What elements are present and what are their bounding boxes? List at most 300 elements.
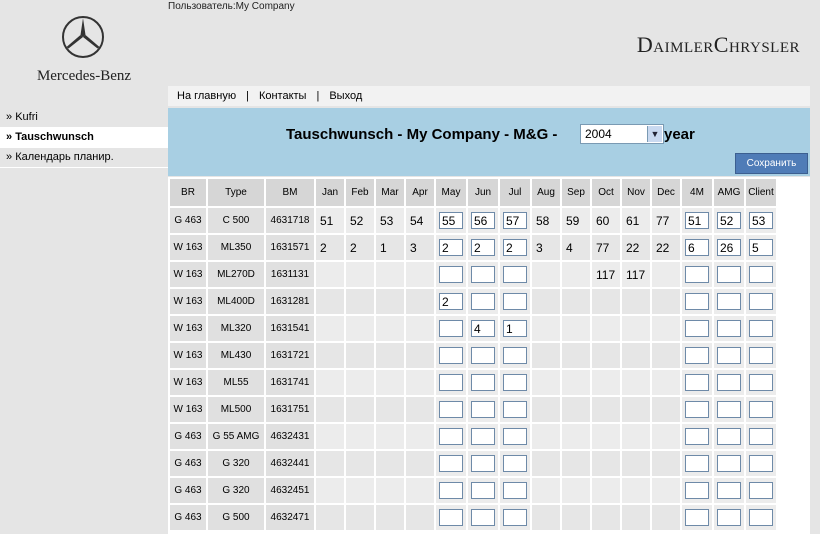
column-header: Jan: [316, 179, 344, 206]
quantity-input[interactable]: [717, 320, 741, 337]
month-value-cell: [562, 397, 590, 422]
month-input-cell: [468, 289, 498, 314]
br-cell: W 163: [170, 289, 206, 314]
month-value-cell: 58: [532, 208, 560, 233]
month-value-cell: [622, 424, 650, 449]
month-value-cell: [316, 316, 344, 341]
month-input-cell: [714, 424, 744, 449]
quantity-input[interactable]: [471, 374, 495, 391]
column-header: 4M: [682, 179, 712, 206]
quantity-input[interactable]: [717, 347, 741, 364]
month-input-cell: [746, 208, 776, 233]
nav-separator: |: [246, 90, 249, 102]
br-cell: G 463: [170, 424, 206, 449]
bm-cell: 1631741: [266, 370, 314, 395]
month-value-cell: [316, 478, 344, 503]
quantity-input[interactable]: [717, 266, 741, 283]
month-input-cell: [714, 316, 744, 341]
month-input-cell: [468, 478, 498, 503]
month-input-cell: [436, 343, 466, 368]
sidebar-item-label: Календарь планир.: [15, 151, 114, 163]
bm-cell: 4632451: [266, 478, 314, 503]
month-input-cell: [746, 262, 776, 287]
month-value-cell: 2: [346, 235, 374, 260]
month-value-cell: 77: [592, 235, 620, 260]
column-header: BR: [170, 179, 206, 206]
bm-cell: 4632471: [266, 505, 314, 530]
month-input-cell: [500, 424, 530, 449]
month-value-cell: [316, 424, 344, 449]
bm-cell: 1631281: [266, 289, 314, 314]
month-value-cell: [346, 289, 374, 314]
sidebar-item-label: Kufri: [15, 111, 38, 123]
month-value-cell: [316, 262, 344, 287]
column-header: Jul: [500, 179, 530, 206]
month-input-cell: [436, 505, 466, 530]
quantity-input[interactable]: [749, 320, 773, 337]
month-value-cell: [406, 370, 434, 395]
type-cell: ML430: [208, 343, 264, 368]
quantity-input[interactable]: [439, 509, 463, 526]
top-nav: [168, 86, 810, 106]
quantity-input[interactable]: [717, 428, 741, 445]
month-value-cell: [376, 397, 404, 422]
month-input-cell: [436, 316, 466, 341]
month-input-cell: [436, 370, 466, 395]
order-grid: [168, 177, 810, 534]
year-select[interactable]: [580, 124, 664, 144]
month-value-cell: [592, 343, 620, 368]
month-value-cell: [532, 343, 560, 368]
month-input-cell: [500, 505, 530, 530]
month-value-cell: [652, 289, 680, 314]
quantity-input[interactable]: [685, 401, 709, 418]
month-input-cell: [682, 262, 712, 287]
quantity-input[interactable]: [749, 293, 773, 310]
month-value-cell: [562, 370, 590, 395]
quantity-input[interactable]: [717, 401, 741, 418]
month-input-cell: [682, 478, 712, 503]
month-value-cell: [316, 289, 344, 314]
month-value-cell: [532, 316, 560, 341]
bm-cell: 1631721: [266, 343, 314, 368]
quantity-input[interactable]: [439, 320, 463, 337]
month-value-cell: [532, 451, 560, 476]
table-row: [170, 505, 776, 530]
month-input-cell: [682, 397, 712, 422]
month-value-cell: [592, 370, 620, 395]
column-header: AMG: [714, 179, 744, 206]
quantity-input[interactable]: [471, 401, 495, 418]
bm-cell: 1631541: [266, 316, 314, 341]
month-value-cell: [406, 397, 434, 422]
month-value-cell: 77: [652, 208, 680, 233]
type-cell: C 500: [208, 208, 264, 233]
month-value-cell: [376, 370, 404, 395]
month-value-cell: [622, 289, 650, 314]
month-input-cell: [500, 262, 530, 287]
month-input-cell: [746, 478, 776, 503]
column-header: Jun: [468, 179, 498, 206]
month-value-cell: 59: [562, 208, 590, 233]
month-value-cell: [592, 505, 620, 530]
quantity-input[interactable]: [717, 374, 741, 391]
month-input-cell: [436, 289, 466, 314]
quantity-input[interactable]: [685, 428, 709, 445]
month-value-cell: 4: [562, 235, 590, 260]
month-input-cell: [682, 289, 712, 314]
quantity-input[interactable]: [503, 266, 527, 283]
month-value-cell: [406, 505, 434, 530]
month-value-cell: [406, 343, 434, 368]
month-value-cell: [406, 424, 434, 449]
bm-cell: 1631131: [266, 262, 314, 287]
month-input-cell: [682, 208, 712, 233]
quantity-input[interactable]: 2: [439, 239, 463, 256]
table-row: [170, 289, 776, 314]
month-value-cell: 22: [622, 235, 650, 260]
month-value-cell: [406, 262, 434, 287]
quantity-input[interactable]: [503, 293, 527, 310]
month-input-cell: [714, 262, 744, 287]
quantity-input[interactable]: [503, 347, 527, 364]
month-value-cell: [346, 451, 374, 476]
type-cell: ML55: [208, 370, 264, 395]
table-row: [170, 370, 776, 395]
quantity-input[interactable]: [471, 266, 495, 283]
quantity-input[interactable]: 5: [749, 239, 773, 256]
month-value-cell: [652, 370, 680, 395]
quantity-input[interactable]: [439, 266, 463, 283]
month-value-cell: [406, 478, 434, 503]
quantity-input[interactable]: [717, 455, 741, 472]
month-value-cell: [346, 478, 374, 503]
nav-home-link[interactable]: На главную: [177, 90, 237, 102]
mercedes-star-icon: [61, 15, 105, 59]
month-input-cell: [746, 316, 776, 341]
sidebar-item-calendar[interactable]: » Календарь планир.: [0, 148, 168, 168]
month-value-cell: [376, 424, 404, 449]
quantity-input[interactable]: 57: [503, 212, 527, 229]
br-cell: G 463: [170, 451, 206, 476]
column-header: Apr: [406, 179, 434, 206]
month-value-cell: [532, 397, 560, 422]
month-value-cell: [316, 397, 344, 422]
quantity-input[interactable]: [685, 455, 709, 472]
quantity-input[interactable]: [439, 347, 463, 364]
user-label: Пользователь:My Company: [168, 1, 295, 12]
quantity-input[interactable]: [503, 428, 527, 445]
month-value-cell: [316, 370, 344, 395]
mercedes-logo[interactable]: [0, 0, 168, 108]
month-value-cell: 61: [622, 208, 650, 233]
quantity-input[interactable]: [685, 320, 709, 337]
quantity-input[interactable]: [503, 482, 527, 499]
month-input-cell: [436, 451, 466, 476]
column-header: Feb: [346, 179, 374, 206]
month-input-cell: [746, 397, 776, 422]
month-value-cell: [622, 343, 650, 368]
month-value-cell: [376, 262, 404, 287]
month-input-cell: [468, 235, 498, 260]
quantity-input[interactable]: [749, 401, 773, 418]
month-value-cell: [622, 478, 650, 503]
br-cell: W 163: [170, 397, 206, 422]
quantity-input[interactable]: [749, 374, 773, 391]
column-header: Type: [208, 179, 264, 206]
quantity-input[interactable]: [749, 455, 773, 472]
quantity-input[interactable]: [685, 509, 709, 526]
column-header: Dec: [652, 179, 680, 206]
month-value-cell: 52: [346, 208, 374, 233]
quantity-input[interactable]: [717, 509, 741, 526]
month-value-cell: [652, 316, 680, 341]
quantity-input[interactable]: 1: [503, 320, 527, 337]
month-value-cell: 22: [652, 235, 680, 260]
nav-separator: |: [316, 90, 320, 102]
quantity-input[interactable]: [717, 482, 741, 499]
quantity-input[interactable]: [471, 482, 495, 499]
quantity-input[interactable]: 52: [717, 212, 741, 229]
header-panel: [168, 108, 810, 176]
month-value-cell: [346, 370, 374, 395]
month-value-cell: [622, 397, 650, 422]
month-value-cell: [346, 505, 374, 530]
month-input-cell: [714, 370, 744, 395]
month-value-cell: 54: [406, 208, 434, 233]
month-input-cell: [436, 208, 466, 233]
sidebar-item-label: Tauschwunsch: [15, 131, 94, 143]
month-value-cell: [652, 451, 680, 476]
type-cell: ML500: [208, 397, 264, 422]
quantity-input[interactable]: [471, 293, 495, 310]
mercedes-brand-text: Mercedes-Benz: [36, 68, 132, 84]
month-value-cell: 117: [622, 262, 650, 287]
month-value-cell: [532, 505, 560, 530]
month-value-cell: [346, 424, 374, 449]
month-value-cell: [346, 316, 374, 341]
month-input-cell: [714, 397, 744, 422]
month-input-cell: [682, 370, 712, 395]
month-input-cell: [714, 343, 744, 368]
month-value-cell: [406, 316, 434, 341]
month-input-cell: [500, 343, 530, 368]
month-input-cell: [682, 343, 712, 368]
sidebar-item-tauschwunsch[interactable]: » Tauschwunsch: [0, 128, 168, 148]
month-value-cell: [316, 343, 344, 368]
quantity-input[interactable]: [471, 347, 495, 364]
month-input-cell: [436, 397, 466, 422]
quantity-input[interactable]: [503, 509, 527, 526]
bm-cell: 1631751: [266, 397, 314, 422]
table-row: [170, 262, 776, 287]
month-input-cell: [468, 397, 498, 422]
column-header: Oct: [592, 179, 620, 206]
month-input-cell: [746, 289, 776, 314]
type-cell: G 320: [208, 451, 264, 476]
month-value-cell: [652, 478, 680, 503]
bm-cell: 1631571: [266, 235, 314, 260]
sidebar: [0, 108, 168, 168]
save-button[interactable]: Сохранить: [735, 153, 808, 174]
month-input-cell: [436, 424, 466, 449]
month-value-cell: [592, 397, 620, 422]
month-value-cell: [562, 343, 590, 368]
quantity-input[interactable]: [685, 347, 709, 364]
quantity-input[interactable]: [471, 509, 495, 526]
month-value-cell: [652, 262, 680, 287]
month-value-cell: [376, 478, 404, 503]
column-header: Client: [746, 179, 776, 206]
month-input-cell: [468, 343, 498, 368]
month-value-cell: [652, 343, 680, 368]
month-input-cell: [746, 451, 776, 476]
nav-logout-link[interactable]: Выход: [329, 90, 363, 102]
quantity-input[interactable]: [685, 374, 709, 391]
month-input-cell: [714, 451, 744, 476]
month-value-cell: [622, 505, 650, 530]
month-input-cell: [500, 208, 530, 233]
year-select-value: 2004: [585, 127, 612, 141]
quantity-input[interactable]: [685, 266, 709, 283]
quantity-input[interactable]: [503, 374, 527, 391]
month-value-cell: [346, 397, 374, 422]
month-value-cell: 3: [406, 235, 434, 260]
month-value-cell: [592, 316, 620, 341]
month-value-cell: [592, 289, 620, 314]
column-header: BM: [266, 179, 314, 206]
type-cell: G 55 AMG: [208, 424, 264, 449]
bm-cell: 4632431: [266, 424, 314, 449]
column-header: Mar: [376, 179, 404, 206]
daimlerchrysler-logo[interactable]: DaimlerChrysler: [636, 32, 800, 57]
br-cell: W 163: [170, 343, 206, 368]
quantity-input[interactable]: 26: [717, 239, 741, 256]
column-header: May: [436, 179, 466, 206]
chevron-down-icon[interactable]: ▼: [647, 126, 662, 142]
month-value-cell: [376, 343, 404, 368]
month-value-cell: [562, 262, 590, 287]
month-value-cell: [346, 262, 374, 287]
quantity-input[interactable]: [503, 455, 527, 472]
month-input-cell: [714, 208, 744, 233]
month-input-cell: [468, 316, 498, 341]
column-header: Nov: [622, 179, 650, 206]
month-value-cell: [592, 424, 620, 449]
month-value-cell: [562, 505, 590, 530]
quantity-input[interactable]: [749, 266, 773, 283]
month-value-cell: [532, 289, 560, 314]
quantity-input[interactable]: [439, 455, 463, 472]
month-value-cell: [316, 451, 344, 476]
month-input-cell: [500, 289, 530, 314]
quantity-input[interactable]: [471, 455, 495, 472]
type-cell: G 500: [208, 505, 264, 530]
month-input-cell: [468, 424, 498, 449]
month-input-cell: [714, 289, 744, 314]
quantity-input[interactable]: 6: [685, 239, 709, 256]
quantity-input[interactable]: [439, 374, 463, 391]
month-value-cell: 117: [592, 262, 620, 287]
br-cell: W 163: [170, 235, 206, 260]
table-header-row: [170, 179, 776, 206]
br-cell: G 463: [170, 505, 206, 530]
month-value-cell: [562, 478, 590, 503]
month-input-cell: [500, 478, 530, 503]
month-value-cell: [622, 316, 650, 341]
quantity-input[interactable]: 53: [749, 212, 773, 229]
month-input-cell: [468, 505, 498, 530]
quantity-input[interactable]: [749, 482, 773, 499]
table-row: [170, 208, 776, 233]
month-value-cell: [652, 397, 680, 422]
type-cell: ML270D: [208, 262, 264, 287]
br-cell: G 463: [170, 478, 206, 503]
table-row: [170, 424, 776, 449]
month-input-cell: [746, 343, 776, 368]
quantity-input[interactable]: 55: [439, 212, 463, 229]
month-input-cell: [682, 235, 712, 260]
month-value-cell: [376, 451, 404, 476]
nav-contacts-link[interactable]: Контакты: [258, 90, 307, 102]
quantity-input[interactable]: [749, 428, 773, 445]
quantity-input[interactable]: 4: [471, 320, 495, 337]
quantity-input[interactable]: 56: [471, 212, 495, 229]
month-value-cell: 1: [376, 235, 404, 260]
month-value-cell: 3: [532, 235, 560, 260]
month-input-cell: [714, 235, 744, 260]
month-input-cell: [468, 262, 498, 287]
month-input-cell: [714, 478, 744, 503]
month-value-cell: 2: [316, 235, 344, 260]
quantity-input[interactable]: [685, 482, 709, 499]
br-cell: W 163: [170, 316, 206, 341]
month-value-cell: [562, 451, 590, 476]
month-value-cell: [592, 478, 620, 503]
quantity-input[interactable]: 2: [471, 239, 495, 256]
sidebar-item-kufri[interactable]: » Kufri: [0, 108, 168, 128]
table-row: [170, 478, 776, 503]
type-cell: ML320: [208, 316, 264, 341]
quantity-input[interactable]: [749, 509, 773, 526]
month-value-cell: [406, 289, 434, 314]
quantity-input[interactable]: 51: [685, 212, 709, 229]
quantity-input[interactable]: [439, 482, 463, 499]
month-input-cell: [468, 370, 498, 395]
month-input-cell: [682, 424, 712, 449]
month-value-cell: [562, 424, 590, 449]
quantity-input[interactable]: 2: [503, 239, 527, 256]
quantity-input[interactable]: 2: [439, 293, 463, 310]
month-value-cell: [652, 424, 680, 449]
month-value-cell: [532, 262, 560, 287]
month-value-cell: 53: [376, 208, 404, 233]
table-row: [170, 235, 776, 260]
quantity-input[interactable]: [749, 347, 773, 364]
quantity-input[interactable]: [685, 293, 709, 310]
quantity-input[interactable]: [439, 428, 463, 445]
quantity-input[interactable]: [439, 401, 463, 418]
quantity-input[interactable]: [717, 293, 741, 310]
month-input-cell: [500, 370, 530, 395]
br-cell: G 463: [170, 208, 206, 233]
quantity-input[interactable]: [471, 428, 495, 445]
month-input-cell: [500, 235, 530, 260]
month-value-cell: [376, 505, 404, 530]
month-input-cell: [746, 505, 776, 530]
month-value-cell: [532, 478, 560, 503]
quantity-input[interactable]: [503, 401, 527, 418]
